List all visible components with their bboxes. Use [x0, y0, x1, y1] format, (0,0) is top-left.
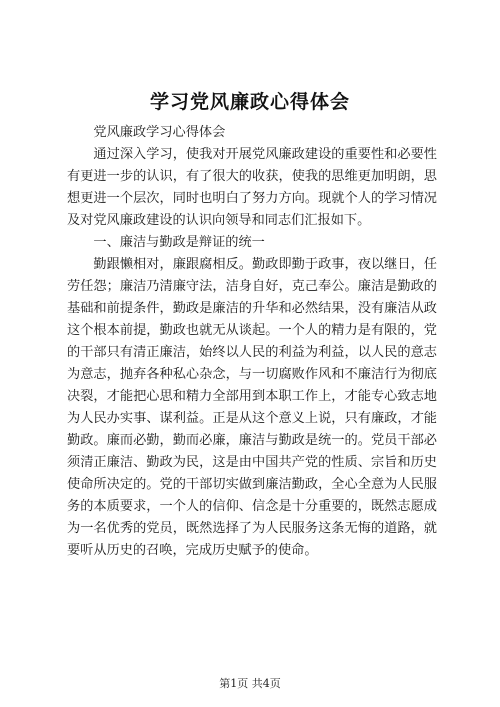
section-heading: 一、廉洁与勤政是辩证的统一	[93, 235, 265, 250]
subtitle-paragraph: 党风廉政学习心得体会	[93, 125, 226, 140]
page-footer: 第1页 共4页	[219, 677, 281, 690]
intro-paragraph: 通过深入学习，使我对开展党风廉政建设的重要性和必要性有更进一步的认识，有了很大的收获，使我的思维更加明朗，思想更进一个层次，同时也明白了努力方向。现就个人的学习情况及对党风廉政建设的认识向领导和同志们汇报如下。	[67, 147, 437, 228]
document-title: 学习党风廉政心得体会	[149, 91, 350, 113]
document-body	[67, 122, 437, 562]
body-paragraph: 勤跟懒相对，廉跟腐相反。勤政即勤于政事，夜以继日，任劳任怨；廉洁乃清廉守法，洁身自好，克己奉公。廉洁是勤政的基础和前提条件，勤政是廉洁的升华和必然结果，没有廉洁从政这个根本前提，勤政也就无从谈起。一个人的精力是有限的，党的干部只有清正廉洁，始终以人民的利益为利益，以人民的意志为意志，抛弃各种私心杂念，与一切腐败作风和不廉洁行为彻底决裂，才能把心思和精力全部用到本职工作上，才能专心致志地为人民办实事、谋利益。正是从这个意义上说，只有廉政，才能勤政。廉而必勤，勤而必廉，廉洁与勤政是统一的。党员干部必须清正廉洁、勤政为民，这是由中国共产党的性质、宗旨和历史使命所决定的。党的干部切实做到廉洁勤政，全心全意为人民服务的本质要求，一个人的信仰、信念是十分重要的，既然志愿成为一名优秀的党员，既然选择了为人民服务这条无悔的道路，就要听从历史的召唤，完成历史赋予的使命。	[67, 257, 437, 558]
